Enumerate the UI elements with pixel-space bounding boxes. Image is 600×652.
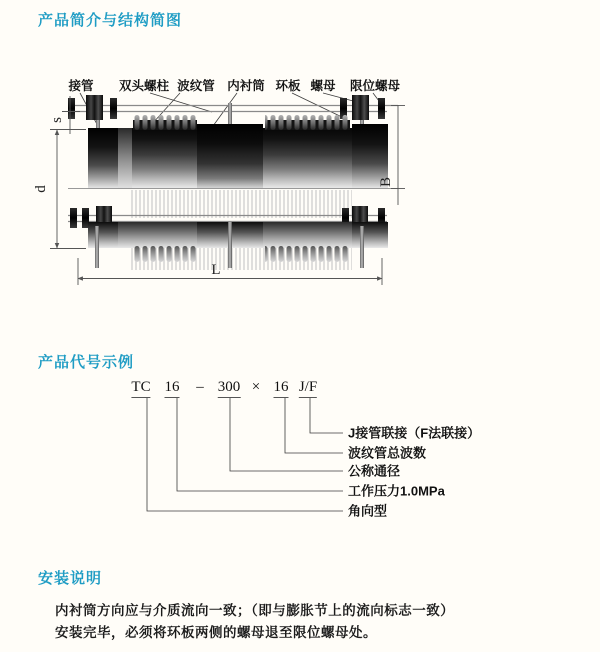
- label-bowenguan: 波纹管: [177, 79, 215, 93]
- nut-icon: [352, 95, 369, 120]
- limit-nut-icon: [378, 98, 385, 119]
- svg-text:d: d: [33, 185, 49, 193]
- pipe-end-left: [88, 128, 118, 188]
- label-xianweiluomu: 限位螺母: [349, 79, 401, 93]
- code-seg-waves: 16: [274, 380, 289, 398]
- section-title-install: 安装说明: [38, 570, 103, 587]
- reflection-lines: [130, 190, 352, 218]
- callout-connection: J接管联接（F法联接）: [348, 425, 481, 441]
- label-shuangtouluozhu: 双头螺柱: [118, 79, 170, 93]
- label-jieguan: 接管: [68, 79, 94, 93]
- nut-icon: [68, 98, 75, 119]
- joint-body: [88, 115, 388, 188]
- install-instruction-1: 内衬筒方向应与介质流向一致；（即与膨胀节上的流向标志一致）: [55, 603, 455, 618]
- svg-text:s: s: [49, 117, 65, 123]
- callout-lines-figure: [130, 396, 490, 524]
- bellows-ribs-left: [133, 115, 197, 130]
- nut-icon: [86, 95, 103, 120]
- callout-pressure: 工作压力1.0MPa: [348, 483, 445, 499]
- inner-sleeve: [197, 124, 263, 188]
- label-huanban: 环板: [275, 79, 301, 93]
- section-title-intro: 产品简介与结构简图: [38, 12, 183, 29]
- code-seg-times: ×: [251, 379, 261, 395]
- part-labels: [67, 78, 400, 93]
- install-instruction-2: 安装完毕，必须将环板两侧的螺母退至限位螺母处。: [55, 625, 377, 640]
- callout-wave-count: 波纹管总波数: [348, 445, 427, 461]
- label-neichentong: 内衬筒: [227, 79, 265, 93]
- label-luomu: 螺母: [310, 79, 336, 93]
- callout-nominal-dia: 公称通径: [348, 463, 401, 479]
- code-seg-pressure: 16: [165, 380, 180, 398]
- code-seg-dash: –: [196, 379, 204, 395]
- dimension-s: [49, 96, 80, 134]
- section-title-code: 产品代号示例: [38, 354, 135, 371]
- code-seg-type: TC: [131, 380, 150, 398]
- expansion-joint-figure: [30, 62, 450, 307]
- bellows-ribs-right: [265, 115, 350, 130]
- code-seg-conn: J/F: [299, 380, 317, 398]
- callout-angular: 角向型: [348, 503, 388, 519]
- code-seg-dn: 300: [218, 380, 241, 398]
- structure-diagram: [30, 62, 450, 307]
- joint-body-bottom: [88, 222, 388, 270]
- svg-text:B: B: [378, 176, 394, 188]
- nut-icon: [110, 98, 117, 119]
- svg-text:L: L: [211, 262, 221, 278]
- code-callouts: [130, 396, 490, 524]
